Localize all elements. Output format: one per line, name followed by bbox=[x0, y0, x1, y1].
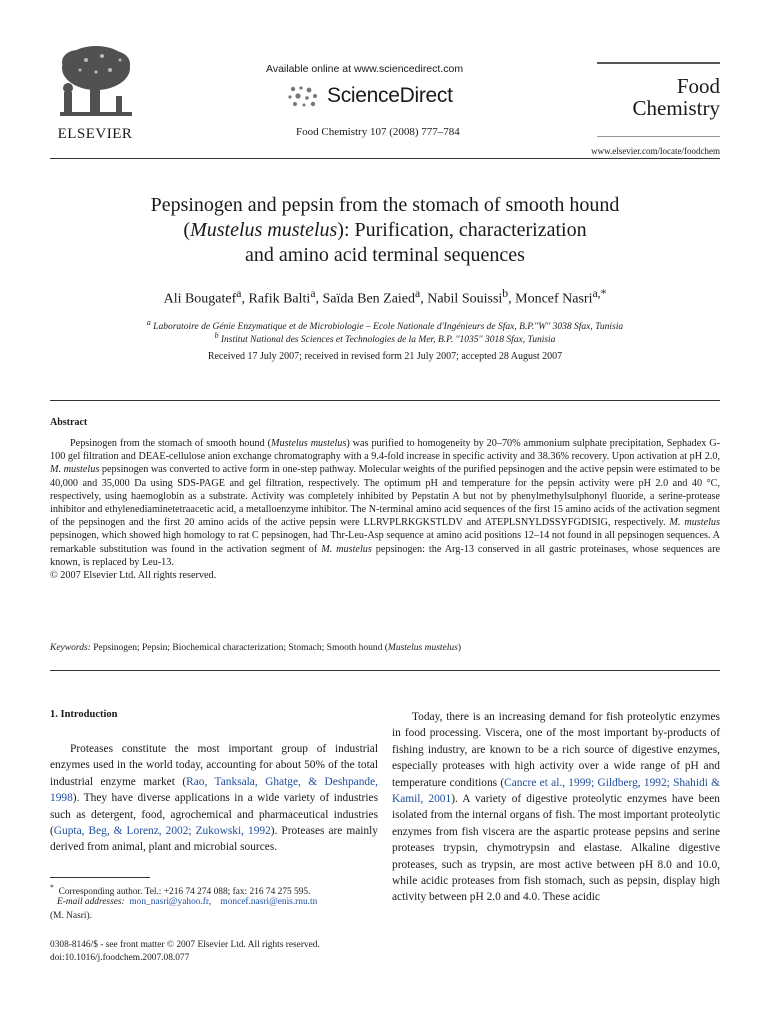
body-column-left bbox=[50, 741, 378, 856]
author-affiliation-mark: b bbox=[502, 287, 509, 300]
title-species: Mustelus mustelus bbox=[190, 219, 338, 241]
publisher-name: ELSEVIER bbox=[57, 126, 133, 142]
keywords-label: Keywords: bbox=[50, 643, 91, 653]
title-paren-open: ( bbox=[183, 219, 191, 241]
elsevier-tree-logo bbox=[50, 40, 140, 140]
corresponding-author-footnote: * Corresponding author. Tel.: +216 74 274 088; fax: 216 74 275 595. bbox=[50, 883, 311, 898]
author-affiliation-mark: a bbox=[236, 287, 242, 300]
author-name: Rafik Balti bbox=[248, 291, 311, 307]
title-line2: ): Purification, characterization bbox=[337, 219, 587, 241]
title-line1: Pepsinogen and pepsin from the stomach of smooth hound bbox=[150, 194, 620, 216]
affiliation-mark-b: b bbox=[214, 331, 219, 340]
journal-title-line2: Chemistry bbox=[632, 96, 720, 120]
keywords-line: Keywords: Pepsinogen; Pepsin; Biochemical characterization; Stomach; Smooth hound (Mustelus mustelus) bbox=[50, 643, 462, 653]
sciencedirect-dots-icon bbox=[287, 85, 321, 107]
author-affiliation-mark: a bbox=[415, 287, 421, 300]
affiliation-a-text: Laboratoire de Génie Enzymatique et de Microbiologie – Ecole Nationale d'Ingénieurs de Sfax, B.P.''W'' 3038 Sfax, Tunisia bbox=[153, 322, 624, 333]
affiliation-b-text: Institut National des Sciences et Technologies de la Mer, B.P. ''1035'' 3018 Sfax, Tunisia bbox=[220, 335, 556, 346]
footnote-divider bbox=[50, 877, 150, 878]
author-name: Moncef Nasri bbox=[515, 291, 593, 307]
abstract-heading: Abstract bbox=[50, 417, 88, 428]
available-online-text: Available online at www.sciencedirect.com bbox=[266, 63, 464, 75]
doi-line[interactable]: doi:10.1016/j.foodchem.2007.08.077 bbox=[50, 953, 190, 963]
title-line3: and amino acid terminal sequences bbox=[245, 244, 525, 266]
journal-citation: Food Chemistry 107 (2008) 777–784 bbox=[296, 126, 460, 138]
copyright-line: © 2007 Elsevier Ltd. All rights reserved. bbox=[50, 570, 217, 582]
body-column-right bbox=[392, 709, 720, 906]
abstract-top-divider bbox=[50, 400, 720, 401]
article-title bbox=[60, 193, 710, 268]
author-name: Nabil Souissi bbox=[427, 291, 503, 307]
author-affiliation-mark: a,* bbox=[592, 287, 607, 300]
sciencedirect-logo bbox=[287, 84, 453, 108]
journal-title-box bbox=[597, 62, 720, 137]
section-heading-introduction: 1. Introduction bbox=[50, 709, 118, 720]
footnote-mark: * bbox=[50, 883, 54, 892]
email-footnote: E-mail addresses: mon_nasri@yahoo.fr, moncef.nasri@enis.rnu.tn bbox=[57, 897, 318, 907]
abstract-paragraph: Pepsinogen from the stomach of smooth hound (Mustelus mustelus) was purified to homogeneity by 20–70% ammonium sulphate precipitation, Sephadex G-100 gel filtration and DEAE-cellulose anion exchange chromatography with a 9.4-fold increase in specific activity and 38.36% recovery. Upon activation at pH 2.0, M. mustelus pepsinogen was converted to active form in one-step pathway. Molecular weights of the purified pepsinogen and the active pepsin were estimated to be 40,000 and 35,000 Da using SDS-PAGE and gel filtration, respectively. The optimum pH and temperature for the pepsin activity were pH 2.0 and 40 °C, respectively, using haemoglobin as a substrate. Activity was completely inhibited by Pepstatin A but not by phenylmethylsulphonyl fluoride, a serine-protease inhibitor and ethylenediaminetetraacetic acid, a metalloenzyme inhibitor. The N-terminal amino acid sequences of the first 15 amino acids of the activation segment of the pepsinogen and the first 20 amino acids of the active pepsin were LLRVPLRKGKSTLDV and ATEPLSNYLDSSYFGDISIG, respectively. M. mustelus pepsinogen, which showed high homology to rat C pepsinogen, had Thr-Leu-Asp sequence at amino acid positions 12–14 not found in all pepsinogen sequences. A remarkable substitution was found in the activation segment of M. mustelus pepsinogen: the Arg-13 conserved in all gastric proteinases, whose sequences are known, is replaced by Leu-13. bbox=[50, 438, 720, 568]
author-name: Ali Bougatef bbox=[163, 291, 237, 307]
sciencedirect-wordmark: ScienceDirect bbox=[327, 84, 453, 107]
affiliation-mark-a: a bbox=[146, 318, 151, 327]
affiliation-b bbox=[60, 331, 710, 345]
received-dates: Received 17 July 2007; received in revised form 21 July 2007; accepted 28 August 2007 bbox=[207, 351, 563, 362]
author-list: Ali Bougatef$^a$, Rafik Balti$^a$, Saïda Ben Zaied$^a$, Nabil Souissi$^b$, Moncef Nasri$^{a,*}$ bbox=[163, 287, 607, 307]
issn-line: 0308-8146/$ - see front matter © 2007 Elsevier Ltd. All rights reserved. bbox=[50, 940, 320, 950]
email-label: E-mail addresses: bbox=[57, 897, 125, 907]
intro-paragraph-1: Proteases constitute the most important group of industrial enzymes used in the world today, accounting for about 50% of the total industrial enzyme market (Rao, Tanksala, Ghatge, & Deshpande, 1998). They have diverse applications in a wide variety of industries such as detergent, food, agrochemical and pharmaceutical industries (Gupta, Beg, & Lorenz, 2002; Zukowski, 1992). Proteases are mainly derived from animal, plant and microbial sources. bbox=[50, 743, 379, 854]
journal-url[interactable]: www.elsevier.com/locate/foodchem bbox=[591, 146, 720, 156]
journal-title-line1: Food bbox=[676, 74, 720, 98]
citation-link[interactable]: Gupta, Beg, & Lorenz, 2002; Zukowski, 1992 bbox=[53, 825, 271, 838]
citation-link[interactable]: Cancre et al., 1999; Gildberg, 1992; Shahidi & Kamil, 2001 bbox=[392, 776, 721, 806]
author-affiliation-mark: a bbox=[310, 287, 316, 300]
citation-link[interactable]: Rao, Tanksala, Ghatge, & Deshpande, 1998 bbox=[50, 775, 379, 805]
email-owner: (M. Nasri). bbox=[50, 911, 92, 921]
email-link[interactable]: moncef.nasri@enis.rnu.tn bbox=[220, 897, 318, 907]
author-name: Saïda Ben Zaied bbox=[322, 291, 416, 307]
abstract-bottom-divider bbox=[50, 670, 720, 671]
abstract-body bbox=[50, 437, 720, 582]
header-divider bbox=[50, 158, 720, 159]
intro-paragraph-2: Today, there is an increasing demand for fish proteolytic enzymes in food processing. Viscera, one of the most important by-products of fishing industry, are known to be a rich source of digestive enzymes, especially proteases with high activity over a wide range of pH and temperature conditions (Cancre et al., 1999; Gildberg, 1992; Shahidi & Kamil, 2001). A variety of digestive proteolytic enzymes have been isolated from the internal organs of fish. The most important proteolytic enzymes from fish viscera are the aspartic protease pepsins and serine proteases trypsin, chymotrypsin and elastase. Alkaline digestive proteases, such as trypsin, are most active between pH 8.0 and 10.0, while acidic proteases from fish stomach, such as pepsin, display high activity between pH 2.0 and 4.0. These acidic bbox=[392, 711, 721, 904]
email-link[interactable]: mon_nasri@yahoo.fr bbox=[129, 897, 209, 907]
